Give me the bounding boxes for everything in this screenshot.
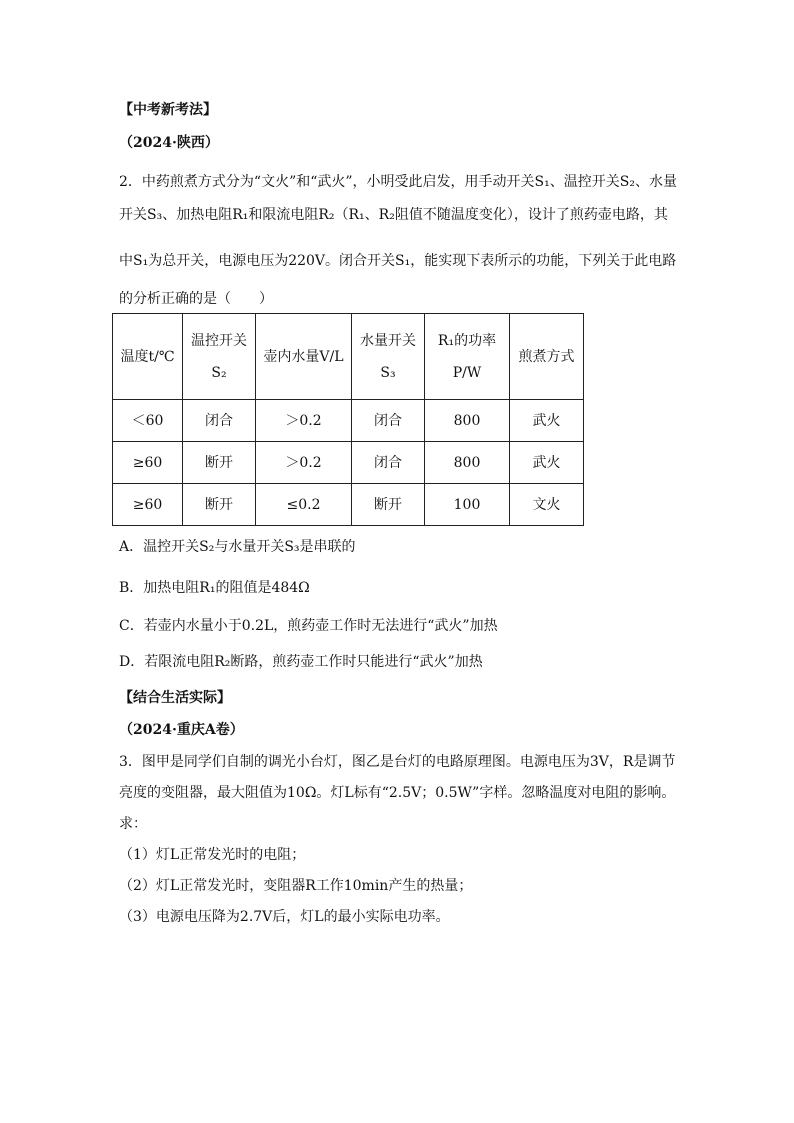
section-heading: 【中考新考法】 <box>119 102 217 118</box>
table-cell: ＜60 <box>113 400 183 442</box>
table-cell: ＞0.2 <box>256 442 352 484</box>
table-header-cell: 温控开关 S₂ <box>183 314 256 400</box>
table-cell: 闭合 <box>352 442 425 484</box>
option-c: C．若壶内水量小于0.2L，煎药壶工作时无法进行“武火”加热 <box>119 618 498 634</box>
subquestion: （2）灯L正常发光时，变阻器R工作10min产生的热量； <box>119 878 473 894</box>
table-cell: ＞0.2 <box>256 400 352 442</box>
table-cell: 800 <box>425 400 510 442</box>
table-header-cell: 温度t/℃ <box>113 314 183 400</box>
table-cell: ≥60 <box>113 442 183 484</box>
subquestion: （3）电源电压降为2.7V后，灯L的最小实际电功率。 <box>119 909 450 925</box>
table-row <box>113 400 584 442</box>
table-header-cell: 壶内水量V/L <box>256 314 352 400</box>
question-2-line: 中S₁为总开关，电源电压为220V。闭合开关S₁，能实现下表所示的功能，下列关于此电路 <box>119 253 677 269</box>
table-row <box>113 484 584 526</box>
option-a: A．温控开关S₂与水量开关S₃是串联的 <box>119 539 356 555</box>
table-cell: 断开 <box>183 484 256 526</box>
section-heading: 【结合生活实际】 <box>119 690 231 706</box>
data-table <box>112 313 584 526</box>
table-cell: 100 <box>425 484 510 526</box>
table-header-cell: 煎煮方式 <box>510 314 584 400</box>
table-cell: 武火 <box>510 442 584 484</box>
table-row <box>113 442 584 484</box>
option-d: D．若限流电阻R₂断路，煎药壶工作时只能进行“武火”加热 <box>119 654 483 670</box>
question-3-line: 求： <box>119 816 147 832</box>
table-header-cell: R₁的功率 P/W <box>425 314 510 400</box>
section-source: （2024·重庆A卷） <box>119 722 244 738</box>
table-cell: 闭合 <box>183 400 256 442</box>
option-b: B．加热电阻R₁的阻值是484Ω <box>119 580 310 596</box>
table-cell: 武火 <box>510 400 584 442</box>
table-header-cell: 水量开关 S₃ <box>352 314 425 400</box>
table-cell: 文火 <box>510 484 584 526</box>
table-cell: 闭合 <box>352 400 425 442</box>
table-cell: 800 <box>425 442 510 484</box>
table-header-row <box>113 314 584 400</box>
table-cell: ≤0.2 <box>256 484 352 526</box>
question-3-line: 亮度的变阻器，最大阻值为10Ω。灯L标有“2.5V；0.5W”字样。忽略温度对电阻的影响。 <box>119 785 676 801</box>
table-cell: 断开 <box>183 442 256 484</box>
table-cell: ≥60 <box>113 484 183 526</box>
question-2-line: 的分析正确的是（ ） <box>119 291 273 307</box>
question-2-line: 开关S₃、加热电阻R₁和限流电阻R₂（R₁、R₂阻值不随温度变化），设计了煎药壶电路，其 <box>119 207 668 223</box>
question-2-line: 2．中药煎煮方式分为“文火”和“武火”，小明受此启发，用手动开关S₁、温控开关S₂、水量 <box>119 174 677 190</box>
question-3-line: 3．图甲是同学们自制的调光小台灯，图乙是台灯的电路原理图。电源电压为3V，R是调节 <box>119 754 676 770</box>
subquestion: （1）灯L正常发光时的电阻； <box>119 847 306 863</box>
section-source: （2024·陕西） <box>119 135 219 151</box>
table-cell: 断开 <box>352 484 425 526</box>
